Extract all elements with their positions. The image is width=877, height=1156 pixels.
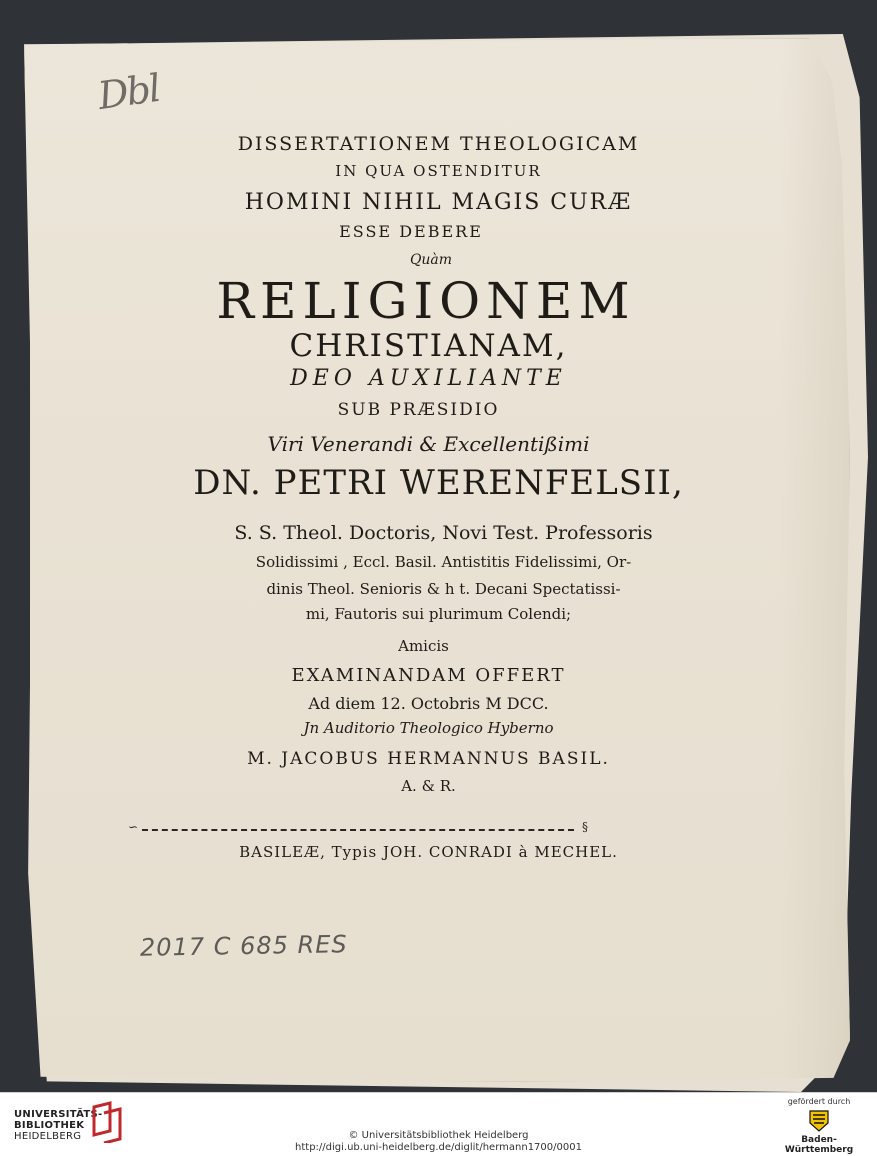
line-auditorio: Jn Auditorio Theologico Hyberno: [303, 719, 554, 737]
line-christianam: CHRISTIANAM,: [289, 328, 568, 364]
line-esse-debere: ESSE DEBERE: [339, 222, 483, 241]
library-name-line1: UNIVERSITÄTS-: [14, 1109, 103, 1120]
handwritten-shelfmark-bottom: 2017 C 685 RES: [139, 930, 348, 962]
line-theol-doctoris: S. S. Theol. Doctoris, Novi Test. Professoris: [234, 522, 653, 544]
handwritten-shelfmark-top: Dbl: [95, 65, 162, 119]
line-fautoris: mi, Fautoris sui plurimum Colendi;: [305, 605, 572, 623]
ornamental-rule: [128, 820, 588, 834]
rule-ornament-left: ∽: [128, 820, 139, 834]
line-dissertationem: DISSERTATIONEM THEOLOGICAM: [237, 133, 640, 155]
line-examinandam: EXAMINANDAM OFFERT: [291, 665, 566, 686]
sponsor-label: gefördert durch: [787, 1097, 851, 1106]
line-sub-praesidio: SUB PRÆSIDIO: [337, 400, 500, 420]
line-ad-diem: Ad diem 12. Octobris M DCC.: [308, 694, 549, 713]
line-jacobus-hermannus: M. JACOBUS HERMANNUS BASIL.: [247, 749, 610, 769]
line-solidissimi: Solidissimi , Eccl. Basil. Antistitis Fidelissimi, Or-: [255, 553, 632, 571]
line-in-qua: IN QUA OSTENDITUR: [335, 162, 542, 180]
line-deo-auxiliante: DEO AUXILIANTE: [290, 366, 567, 391]
sponsor-block: [773, 1097, 865, 1155]
line-religionem: RELIGIONEM: [216, 272, 636, 330]
library-name-line3: HEIDELBERG: [14, 1131, 82, 1142]
line-a-r: A. & R.: [401, 777, 456, 795]
sponsor-name: Baden-Württemberg: [784, 1135, 854, 1155]
rule-ornament-right: §: [582, 820, 588, 834]
line-quam: Quàm: [409, 252, 453, 268]
library-name-line2: BIBLIOTHEK: [14, 1120, 85, 1131]
state-coat-of-arms-icon: [804, 1109, 834, 1133]
line-amicis: Amicis: [398, 637, 449, 655]
permalink-url[interactable]: http://digi.ub.uni-heidelberg.de/diglit/hermann1700/0001: [295, 1142, 582, 1153]
line-imprint: BASILEÆ, Typis JOH. CONRADI à MECHEL.: [239, 843, 618, 861]
line-homini: HOMINI NIHIL MAGIS CURÆ: [244, 190, 633, 215]
copyright-notice: [0, 1130, 877, 1154]
line-ordinis: dinis Theol. Senioris & h t. Decani Spectatissi-: [266, 580, 621, 598]
line-viri-venerandi: Viri Venerandi & Excellentißimi: [267, 432, 590, 456]
copyright-text: © Universitätsbibliothek Heidelberg: [348, 1130, 529, 1141]
line-petri-werenfelsii: DN. PETRI WERENFELSII,: [193, 463, 684, 503]
rule-line: [142, 829, 574, 832]
